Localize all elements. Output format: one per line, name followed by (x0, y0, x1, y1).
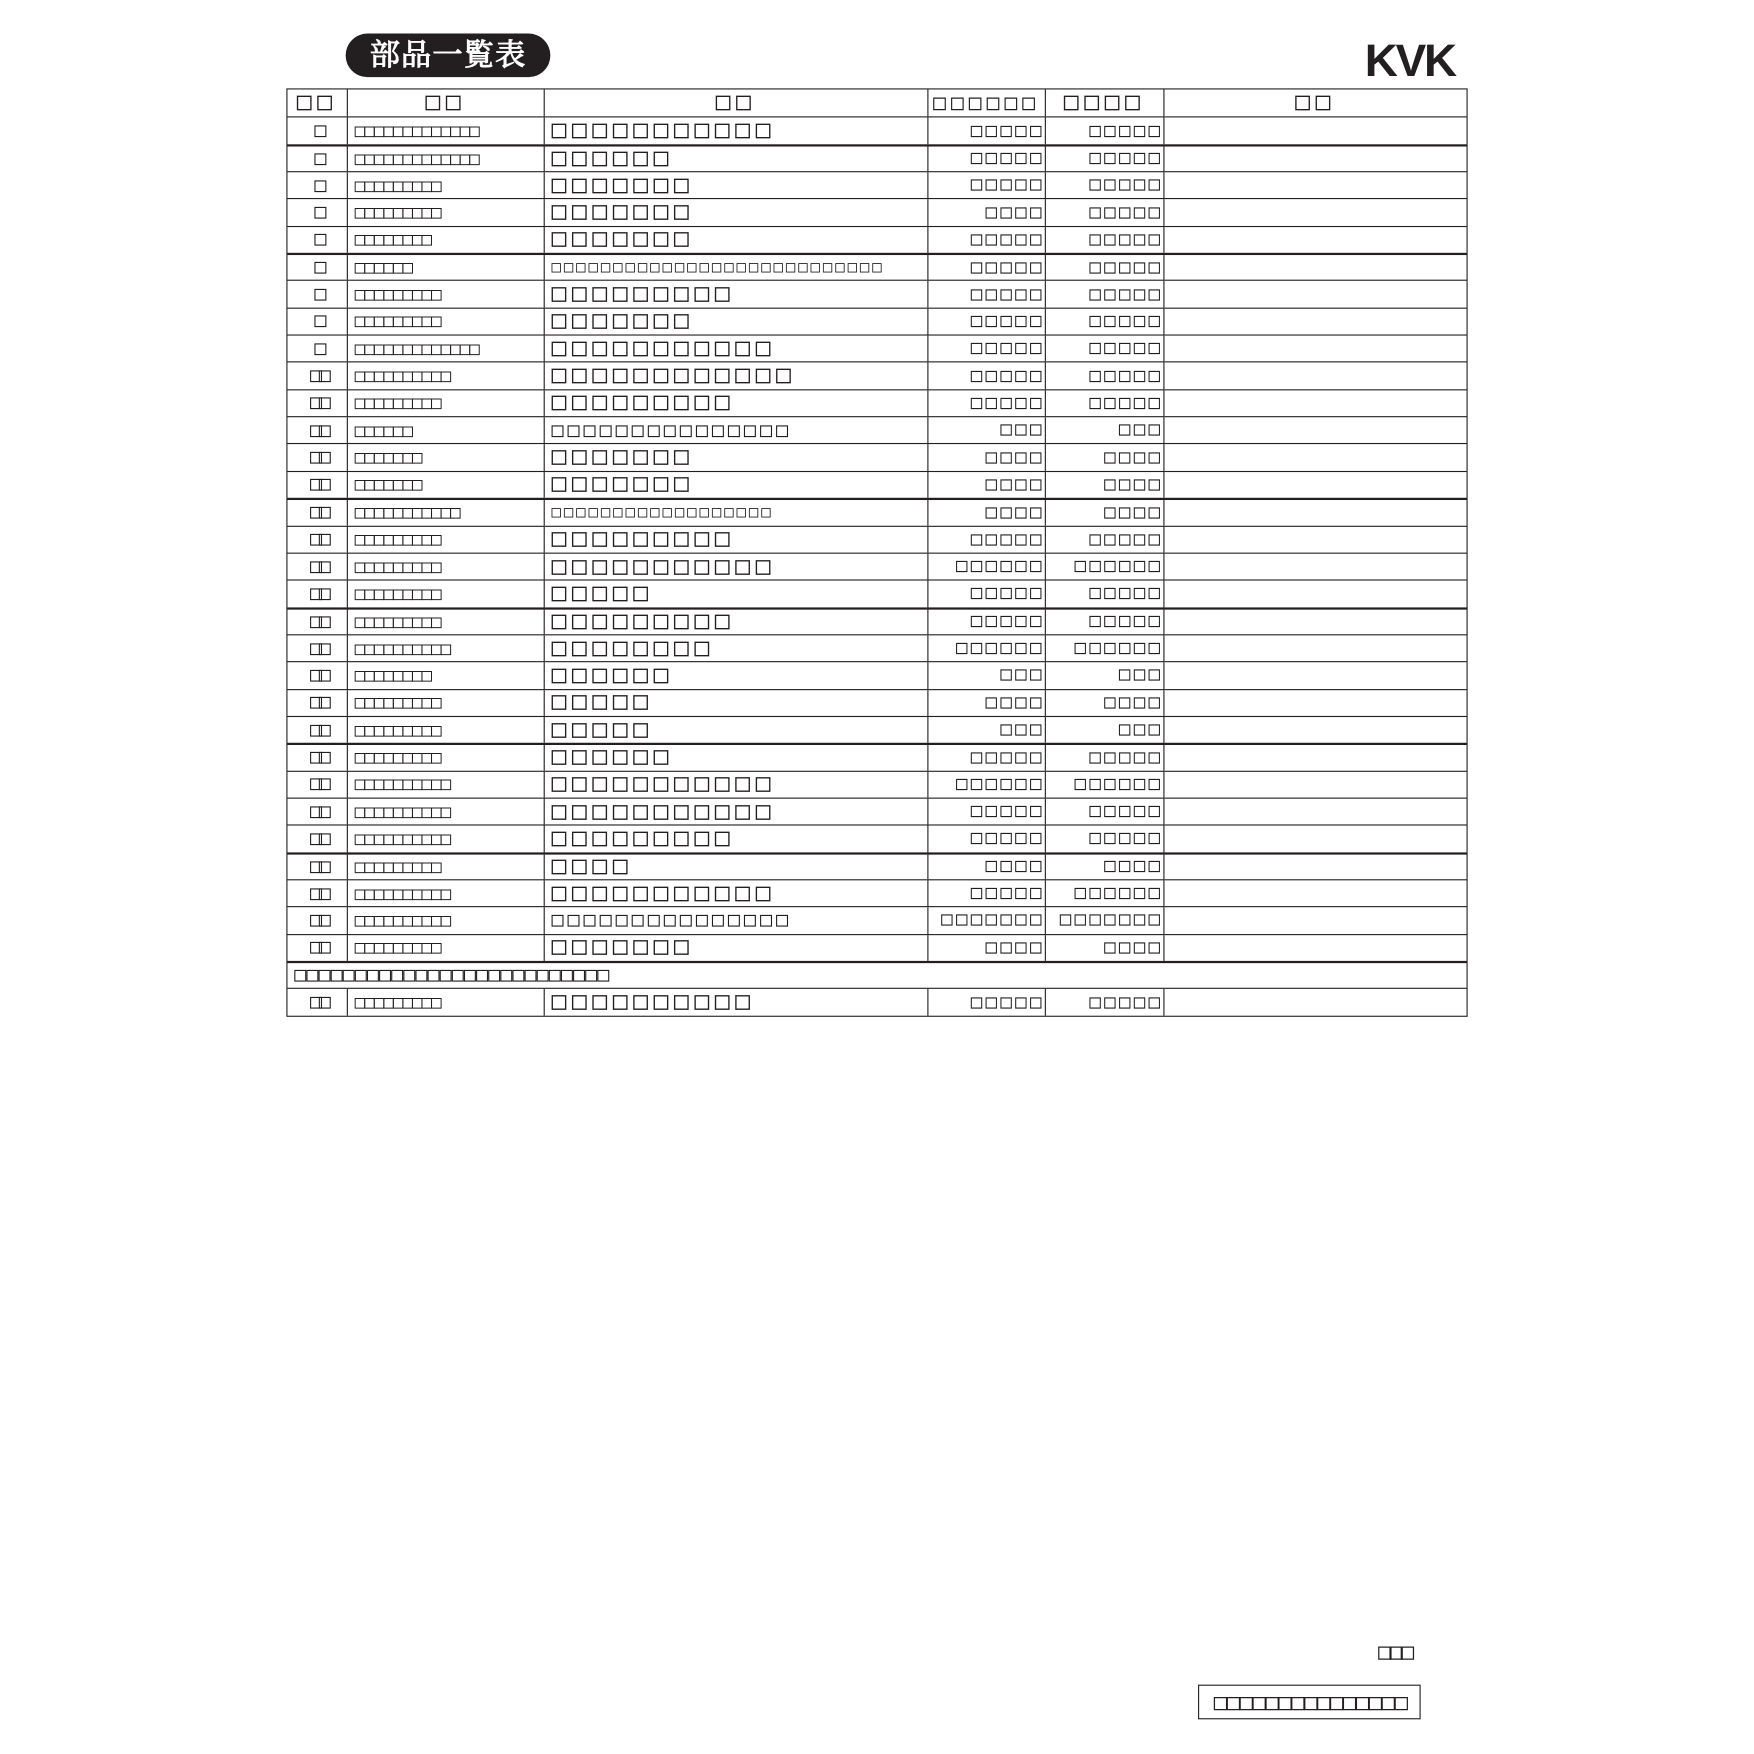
cell-note (1163, 717, 1466, 743)
table-row (287, 471, 1466, 498)
cell-col-4: □□□□□ (927, 255, 1044, 280)
cell-part-number: □□□□□□ (347, 255, 544, 280)
cell-note (1163, 308, 1466, 334)
cell-part-number: □□□□□□□□□□□□□ (347, 336, 544, 362)
cell-part-name: □□□□□□□□□□□ (544, 799, 928, 825)
cell-col-5: □□□□□ (1045, 745, 1164, 770)
cell-note (1163, 609, 1466, 634)
cell-col-5: □□□□□□ (1045, 771, 1164, 797)
cell-col-4: □□□□□□ (927, 554, 1044, 580)
table-row (287, 525, 1466, 552)
cell-col-4: □□□□□□ (927, 771, 1044, 797)
cell-col-5: □□□□□ (1045, 172, 1164, 198)
cell-part-number: □□□□□□□□□□ (347, 771, 544, 797)
cell-part-name: □□□□□□□□□□□ (544, 771, 928, 797)
cell-col-5: □□□□□ (1045, 989, 1164, 1015)
header-cell: □□ (544, 89, 928, 116)
cell-no: □□ (310, 390, 328, 415)
cell-part-number: □□□□□□□□□ (347, 390, 544, 416)
cell-part-number: □□□□□□□□□□ (347, 635, 544, 661)
cell-no: □ (314, 227, 324, 252)
cell-col-4: □□□□□ (927, 745, 1044, 770)
cell-note (1163, 826, 1466, 852)
cell-no: □ (314, 200, 324, 224)
header-cell: □□□□□□ (927, 89, 1044, 116)
cell-no: □□ (310, 581, 328, 606)
cell-part-number: □□□□□□ (347, 417, 544, 443)
cell-no: □ (314, 336, 324, 360)
cell-col-5: □□□□ (1045, 500, 1164, 525)
table-row (287, 171, 1466, 198)
cell-col-4: □□□□□ (927, 609, 1044, 634)
cell-part-name: □□□□□□ (544, 146, 928, 171)
cell-col-5: □□□□□ (1045, 308, 1164, 334)
cell-col-5: □□□ (1045, 417, 1164, 443)
cell-part-name: □□□□□□ (544, 662, 928, 688)
cell-note (1163, 146, 1466, 171)
cell-note (1163, 172, 1466, 198)
cell-no: □□ (310, 690, 328, 714)
cell-col-4: □□□□□ (927, 581, 1044, 607)
table-row (287, 825, 1466, 852)
cell-no: □□ (310, 635, 328, 660)
cell-part-number: □□□□□□□□□□ (347, 880, 544, 906)
cell-col-4: □□□□ (927, 854, 1044, 879)
cell-col-4: □□□□□ (927, 172, 1044, 198)
cell-note (1163, 690, 1466, 716)
cell-col-5: □□□□ (1045, 935, 1164, 961)
cell-col-4: □□□□ (927, 690, 1044, 716)
cell-col-5: □□□□□ (1045, 826, 1164, 852)
cell-col-5: □□□□□ (1045, 609, 1164, 634)
cell-part-name: □□□□□□□□□□□□□□□□□□ (544, 500, 928, 525)
cell-no: □□ (310, 363, 328, 388)
cell-col-4: □□□ (927, 662, 1044, 688)
section-label: □□□□□□□□□□□□□□□□□□□□□□□□□□ (294, 963, 610, 987)
cell-no: □□ (310, 445, 328, 469)
cell-col-5: □□□□□ (1045, 390, 1164, 416)
table-row (287, 661, 1466, 688)
section-row (287, 961, 1466, 988)
cell-col-5: □□□□ (1045, 472, 1164, 498)
cell-no: □ (314, 281, 324, 306)
table-row (287, 335, 1466, 362)
cell-no: □□ (310, 772, 328, 796)
cell-col-5: □□□□□□□ (1045, 908, 1164, 934)
cell-part-number: □□□□□□□□□ (347, 745, 544, 770)
cell-note (1163, 390, 1466, 416)
cell-col-5: □□□□□ (1045, 363, 1164, 389)
cell-col-4: □□□□□ (927, 118, 1044, 144)
cell-part-number: □□□□□□□□□ (347, 854, 544, 879)
cell-note (1163, 255, 1466, 280)
cell-part-name: □□□□□□□□□□□□□□□□□□□□□□□□□□□ (544, 255, 928, 280)
brand-logo: KVK (1364, 34, 1455, 87)
cell-part-number: □□□□□□□□□ (347, 581, 544, 607)
cell-part-name: □□□□□□□□□□□□□□□ (544, 908, 928, 934)
cell-note (1163, 799, 1466, 825)
cell-col-4: □□□□□ (927, 363, 1044, 389)
cell-col-5: □□□□□ (1045, 146, 1164, 171)
cell-no: □□ (310, 717, 328, 742)
table-row (287, 144, 1466, 171)
table-row (287, 498, 1466, 525)
cell-col-4: □□□□ (927, 500, 1044, 525)
cell-part-number: □□□□□□□□□ (347, 690, 544, 716)
cell-part-name: □□□□□ (544, 581, 928, 607)
cell-col-4: □□□□□ (927, 336, 1044, 362)
cell-part-name: □□□□□□□□□□□□ (544, 363, 928, 389)
table-row (287, 879, 1466, 906)
cell-note (1163, 880, 1466, 906)
cell-part-number: □□□□□□□□□ (347, 554, 544, 580)
cell-part-name: □□□□□□□□□ (544, 390, 928, 416)
table-row (287, 988, 1466, 1015)
document-code-box: □□□□□□□□□□□□□□□ (1198, 1685, 1421, 1720)
cell-col-4: □□□□ (927, 472, 1044, 498)
cell-note (1163, 554, 1466, 580)
cell-part-name: □□□□□□□□□□□ (544, 118, 928, 144)
table-header-row (287, 89, 1466, 116)
cell-col-4: □□□□□ (927, 390, 1044, 416)
cell-no: □ (314, 255, 324, 279)
cell-note (1163, 989, 1466, 1015)
table-row (287, 226, 1466, 253)
cell-part-name: □□□□□□□□□ (544, 281, 928, 307)
cell-note (1163, 445, 1466, 471)
cell-part-number: □□□□□□□□□ (347, 609, 544, 634)
cell-col-4: □□□□ (927, 935, 1044, 961)
cell-part-name: □□□□□ (544, 690, 928, 716)
table-row (287, 716, 1466, 743)
cell-no: □□ (310, 826, 328, 851)
cell-note (1163, 336, 1466, 362)
cell-no: □□ (310, 799, 328, 823)
table-row (287, 389, 1466, 416)
cell-part-number: □□□□□□□□□ (347, 717, 544, 743)
cell-part-name: □□□□□□□□□ (544, 826, 928, 852)
cell-col-4: □□□□□ (927, 146, 1044, 171)
cell-part-name: □□□□□□□□□□□ (544, 880, 928, 906)
cell-col-5: □□□□□ (1045, 581, 1164, 607)
table-row (287, 580, 1466, 607)
cell-col-4: □□□ (927, 717, 1044, 743)
cell-part-name: □□□□□□□ (544, 935, 928, 961)
table-row (287, 852, 1466, 879)
cell-col-5: □□□□□□ (1045, 880, 1164, 906)
cell-part-name: □□□□□□□□□□□ (544, 336, 928, 362)
parts-table (286, 88, 1467, 1016)
cell-no: □□ (310, 663, 328, 687)
cell-part-number: □□□□□□□□□ (347, 308, 544, 334)
cell-note (1163, 854, 1466, 879)
cell-col-4: □□□□□ (927, 989, 1044, 1015)
cell-col-5: □□□□□ (1045, 281, 1164, 307)
cell-note (1163, 118, 1466, 144)
cell-col-5: □□□□□□ (1045, 554, 1164, 580)
cell-note (1163, 363, 1466, 389)
cell-part-number: □□□□□□□□□□ (347, 908, 544, 934)
cell-part-number: □□□□□□□□□ (347, 526, 544, 552)
header-cell: □□ (296, 88, 338, 117)
cell-part-number: □□□□□□□□□ (347, 935, 544, 961)
cell-note (1163, 227, 1466, 253)
cell-part-name: □□□□□□□ (544, 227, 928, 253)
cell-col-4: □□□□□ (927, 826, 1044, 852)
cell-note (1163, 662, 1466, 688)
cell-part-name: □□□□□□□ (544, 445, 928, 471)
cell-no: □□ (310, 854, 328, 878)
cell-col-5: □□□□□ (1045, 336, 1164, 362)
cell-col-5: □□□□□□ (1045, 635, 1164, 661)
cell-no: □□ (310, 472, 328, 497)
title-badge: 部品一覧表 (346, 34, 551, 78)
table-row (287, 443, 1466, 470)
cell-note (1163, 635, 1466, 661)
cell-note (1163, 745, 1466, 770)
cell-no: □ (314, 173, 324, 197)
table-row (287, 253, 1466, 280)
header-cell: □□ (1163, 89, 1466, 116)
table-row (287, 689, 1466, 716)
cell-part-name: □□□□□ (544, 717, 928, 743)
cell-col-5: □□□□□ (1045, 799, 1164, 825)
cell-col-5: □□□□ (1045, 445, 1164, 471)
cell-no: □□ (310, 745, 328, 769)
table-row (287, 198, 1466, 225)
cell-note (1163, 908, 1466, 934)
cell-col-5: □□□□□ (1045, 227, 1164, 253)
cell-part-number: □□□□□□□□□□□ (347, 500, 544, 525)
cell-col-5: □□□□ (1045, 690, 1164, 716)
cell-col-5: □□□□□ (1045, 118, 1164, 144)
cell-part-number: □□□□□□□□□□ (347, 363, 544, 389)
cell-note (1163, 472, 1466, 498)
cell-col-4: □□□□□□□ (927, 908, 1044, 934)
cell-no: □ (314, 118, 324, 143)
cell-col-5: □□□□□ (1045, 526, 1164, 552)
cell-part-number: □□□□□□□□□□□□□ (347, 118, 544, 144)
cell-part-number: □□□□□□□□□ (347, 200, 544, 226)
cell-no: □ (314, 146, 324, 170)
table-row (287, 280, 1466, 307)
table-row (287, 117, 1466, 144)
cell-part-name: □□□□□□□ (544, 308, 928, 334)
table-row (287, 798, 1466, 825)
cell-part-name: □□□□□□□□□ (544, 609, 928, 634)
table-row (287, 307, 1466, 334)
cell-note (1163, 581, 1466, 607)
cell-col-5: □□□□□ (1045, 200, 1164, 226)
cell-no: □□ (310, 609, 328, 633)
table-row (287, 607, 1466, 634)
cell-col-4: □□□□□ (927, 526, 1044, 552)
cell-col-4: □□□□□ (927, 227, 1044, 253)
cell-col-4: □□□ (927, 417, 1044, 443)
cell-no: □ (314, 309, 324, 333)
cell-col-5: □□□□ (1045, 854, 1164, 879)
cell-col-5: □□□ (1045, 717, 1164, 743)
cell-no: □□ (310, 500, 328, 524)
cell-note (1163, 417, 1466, 443)
cell-part-name: □□□□□□□ (544, 472, 928, 498)
cell-note (1163, 281, 1466, 307)
cell-note (1163, 500, 1466, 525)
cell-part-name: □□□□□□□□□□□□□□□ (544, 417, 928, 443)
cell-part-number: □□□□□□□□□ (347, 281, 544, 307)
cell-part-number: □□□□□□□□ (347, 662, 544, 688)
cell-no: □□ (310, 554, 328, 578)
cell-col-5: □□□ (1045, 662, 1164, 688)
table-row (287, 743, 1466, 770)
cell-part-number: □□□□□□□□□□□□□ (347, 146, 544, 171)
cell-part-number: □□□□□□□□□ (347, 172, 544, 198)
cell-col-4: □□□□□ (927, 281, 1044, 307)
cell-col-4: □□□□ (927, 200, 1044, 226)
page-mark: □□□ (1378, 1637, 1412, 1665)
header-cell: □□□□ (1045, 89, 1164, 116)
cell-col-5: □□□□□ (1045, 255, 1164, 280)
cell-no: □□ (310, 935, 328, 960)
cell-part-name: □□□□□□□□□ (544, 526, 928, 552)
cell-part-name: □□□□□□□□□□□ (544, 554, 928, 580)
cell-part-name: □□□□□□□□□□ (544, 989, 928, 1015)
cell-part-number: □□□□□□□□□ (347, 989, 544, 1015)
cell-col-4: □□□□□□ (927, 635, 1044, 661)
cell-no: □□ (310, 908, 328, 932)
table-row (287, 416, 1466, 443)
cell-part-number: □□□□□□□□ (347, 227, 544, 253)
table-row (287, 634, 1466, 661)
cell-col-4: □□□□□ (927, 880, 1044, 906)
cell-part-number: □□□□□□□□□□ (347, 799, 544, 825)
cell-col-4: □□□□ (927, 445, 1044, 471)
cell-part-name: □□□□□□□□ (544, 635, 928, 661)
cell-part-number: □□□□□□□ (347, 445, 544, 471)
cell-no: □□ (310, 527, 328, 551)
cell-col-4: □□□□□ (927, 799, 1044, 825)
cell-no: □□ (310, 418, 328, 442)
cell-part-name: □□□□□□ (544, 745, 928, 770)
cell-col-4: □□□□□ (927, 308, 1044, 334)
cell-note (1163, 935, 1466, 961)
cell-note (1163, 526, 1466, 552)
table-row (287, 906, 1466, 933)
cell-part-name: □□□□ (544, 854, 928, 879)
table-row (287, 552, 1466, 579)
cell-part-name: □□□□□□□ (544, 200, 928, 226)
cell-note (1163, 771, 1466, 797)
header-cell: □□ (347, 89, 544, 116)
cell-part-number: □□□□□□□ (347, 472, 544, 498)
cell-no: □□ (310, 881, 328, 905)
cell-note (1163, 200, 1466, 226)
cell-no: □□ (310, 989, 328, 1014)
table-row (287, 934, 1466, 961)
table-row (287, 770, 1466, 797)
table-row (287, 362, 1466, 389)
cell-part-number: □□□□□□□□□□ (347, 826, 544, 852)
cell-part-name: □□□□□□□ (544, 172, 928, 198)
